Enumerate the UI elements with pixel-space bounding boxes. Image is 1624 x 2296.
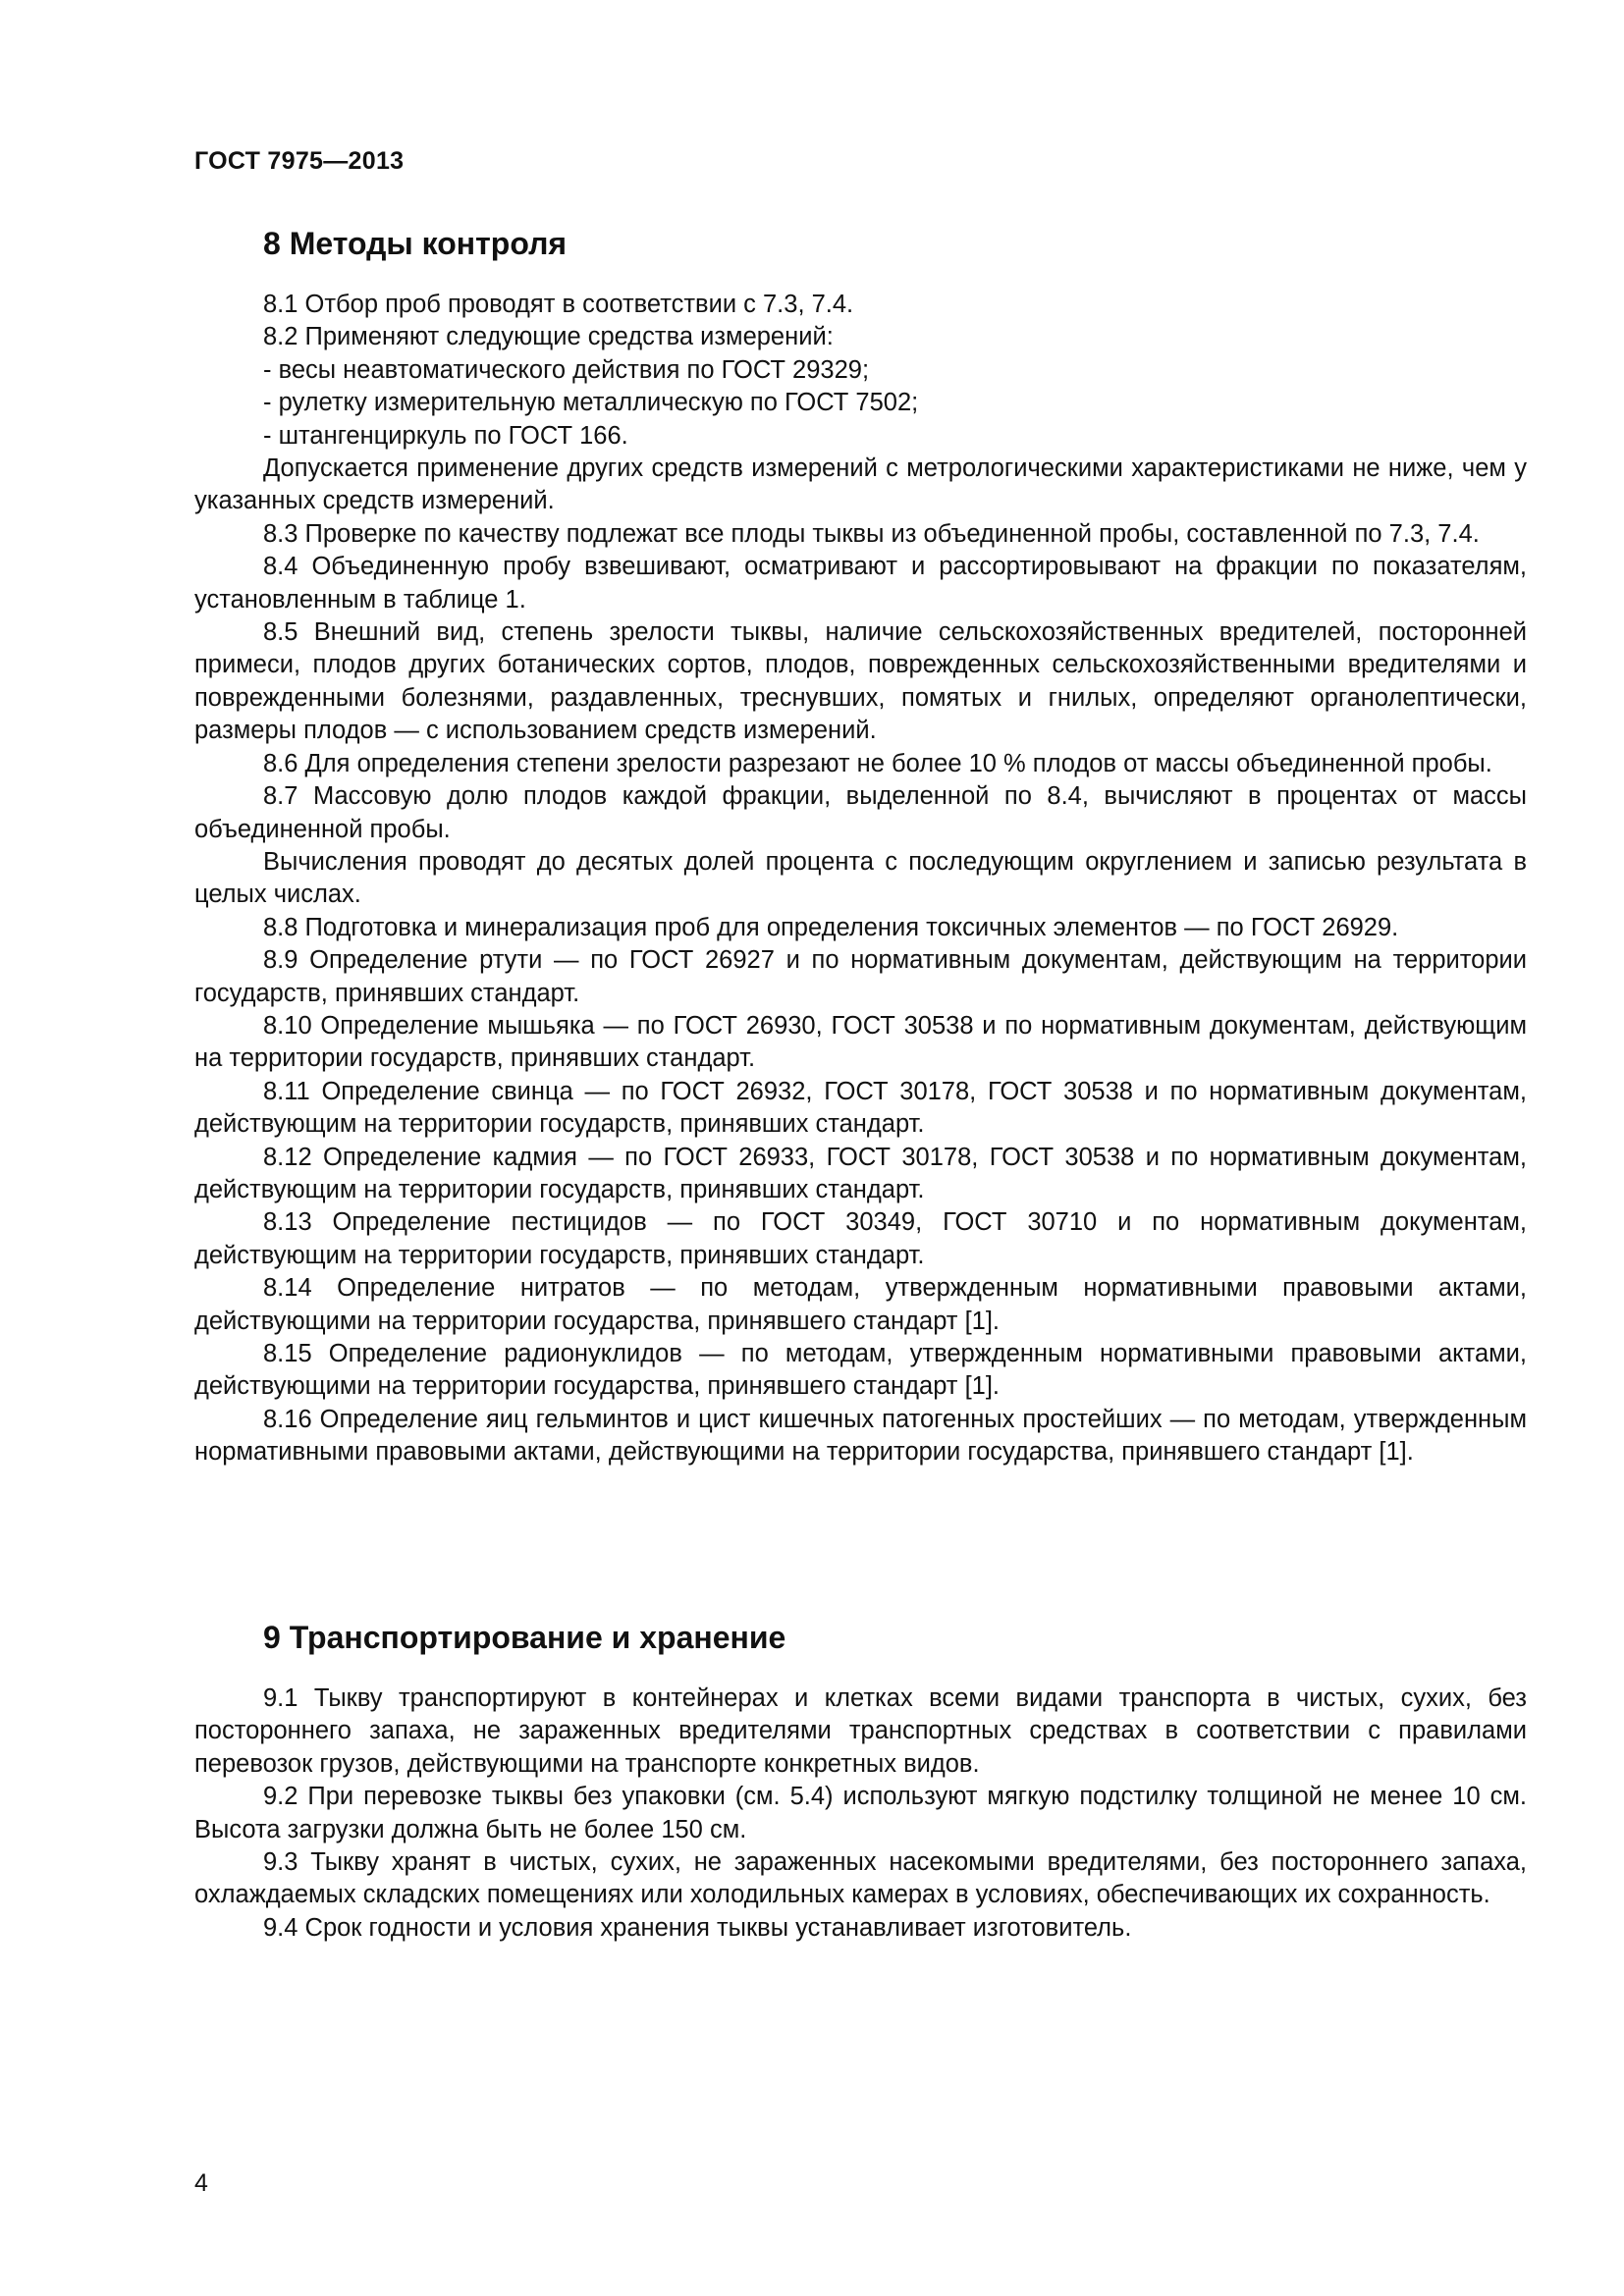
section-8	[194, 224, 1527, 1469]
paragraph-8-8: 8.8 Подготовка и минерализация проб для определения токсичных элементов — по ГОСТ 26929.	[263, 913, 1399, 941]
paragraph-8-4: 8.4 Объединенную пробу взвешивают, осматривают и рассортировывают на фракции по показателям, установленным в таблице 1.	[194, 553, 1527, 614]
paragraph-8-15: 8.15 Определение радионуклидов — по методам, утвержденным нормативными правовыми актами, действующими на территории государства, принявшего стандарт [1].	[194, 1340, 1527, 1401]
paragraph-8-5: 8.5 Внешний вид, степень зрелости тыквы, наличие сельскохозяйственных вредителей, посторонней примеси, плодов других ботанических сортов, плодов, поврежденных сельскохозяйственными вредителями и поврежденными болезнями, раздавленных, треснувших, помятых и гнилых, определяют органолептически, размеры плодов — с использованием средств измерений.	[194, 618, 1527, 745]
list-item: - штангенциркуль по ГОСТ 166.	[263, 421, 628, 450]
list-item: - рулетку измерительную металлическую по ГОСТ 7502;	[263, 389, 919, 417]
paragraph-8-6: 8.6 Для определения степени зрелости разрезают не более 10 % плодов от массы объединенной пробы.	[263, 749, 1492, 777]
paragraph-8-7-note: Вычисления проводят до десятых долей процента с последующим округлением и записью результата в целых числах.	[194, 847, 1527, 909]
paragraph-8-2-note: Допускается применение других средств измерений с метрологическими характеристиками не ниже, чем у указанных средств измерений.	[194, 454, 1527, 515]
paragraph-8-12: 8.12 Определение кадмия — по ГОСТ 26933, ГОСТ 30178, ГОСТ 30538 и по нормативным документам, действующим на территории государств, принявших стандарт.	[194, 1143, 1527, 1203]
paragraph-8-1: 8.1 Отбор проб проводят в соответствии с 7.3, 7.4.	[263, 291, 854, 318]
list-item: - весы неавтоматического действия по ГОСТ 29329;	[263, 355, 870, 384]
section-9-title: 9 Транспортирование и хранение	[263, 1620, 786, 1655]
paragraph-9-4: 9.4 Срок годности и условия хранения тыквы устанавливает изготовитель.	[263, 1913, 1132, 1942]
paragraph-8-10: 8.10 Определение мышьяка — по ГОСТ 26930, ГОСТ 30538 и по нормативным документам, действующим на территории государств, принявших стандарт.	[194, 1011, 1527, 1073]
section-8-title: 8 Методы контроля	[263, 226, 568, 261]
paragraph-9-2: 9.2 При перевозке тыквы без упаковки (см. 5.4) используют мягкую подстилку толщиной не менее 10 см. Высота загрузки должна быть не более 150 см.	[194, 1783, 1527, 1843]
paragraph-9-3: 9.3 Тыкву хранят в чистых, сухих, не зараженных насекомыми вредителями, без постороннего запаха, охлаждаемых складских помещениях или холодильных камерах в условиях, обеспечивающих их сохранность.	[194, 1848, 1527, 1909]
section-9	[194, 1618, 1527, 1945]
paragraph-8-14: 8.14 Определение нитратов — по методам, утвержденным нормативными правовыми актами, действующими на территории государства, принявшего стандарт [1].	[194, 1274, 1527, 1335]
paragraph-8-2: 8.2 Применяют следующие средства измерений:	[263, 323, 834, 351]
page-number: 4	[194, 2169, 208, 2197]
paragraph-8-11: 8.11 Определение свинца — по ГОСТ 26932, ГОСТ 30178, ГОСТ 30538 и по нормативным документам, действующим на территории государств, принявших стандарт.	[194, 1077, 1527, 1139]
document-id-header: ГОСТ 7975—2013	[194, 147, 405, 175]
paragraph-8-7: 8.7 Массовую долю плодов каждой фракции, выделенной по 8.4, вычисляют в процентах от массы объединенной пробы.	[194, 782, 1527, 843]
paragraph-9-1: 9.1 Тыкву транспортируют в контейнерах и клетках всеми видами транспорта в чистых, сухих, без постороннего запаха, не зараженных вредителями транспортных средствах в соответствии с правилами перевозок грузов, действующими на транспорте конкретных видов.	[194, 1684, 1527, 1778]
paragraph-8-3: 8.3 Проверке по качеству подлежат все плоды тыквы из объединенной пробы, составленной по 7.3, 7.4.	[263, 519, 1480, 548]
paragraph-8-13: 8.13 Определение пестицидов — по ГОСТ 30349, ГОСТ 30710 и по нормативным документам, действующим на территории государств, принявших стандарт.	[194, 1208, 1527, 1269]
paragraph-8-16: 8.16 Определение яиц гельминтов и цист кишечных патогенных простейших — по методам, утвержденным нормативными правовыми актами, действующими на территории государства, принявшего стандарт [1].	[194, 1405, 1527, 1467]
paragraph-8-9: 8.9 Определение ртути — по ГОСТ 26927 и по нормативным документам, действующим на территории государств, принявших стандарт.	[194, 946, 1527, 1007]
